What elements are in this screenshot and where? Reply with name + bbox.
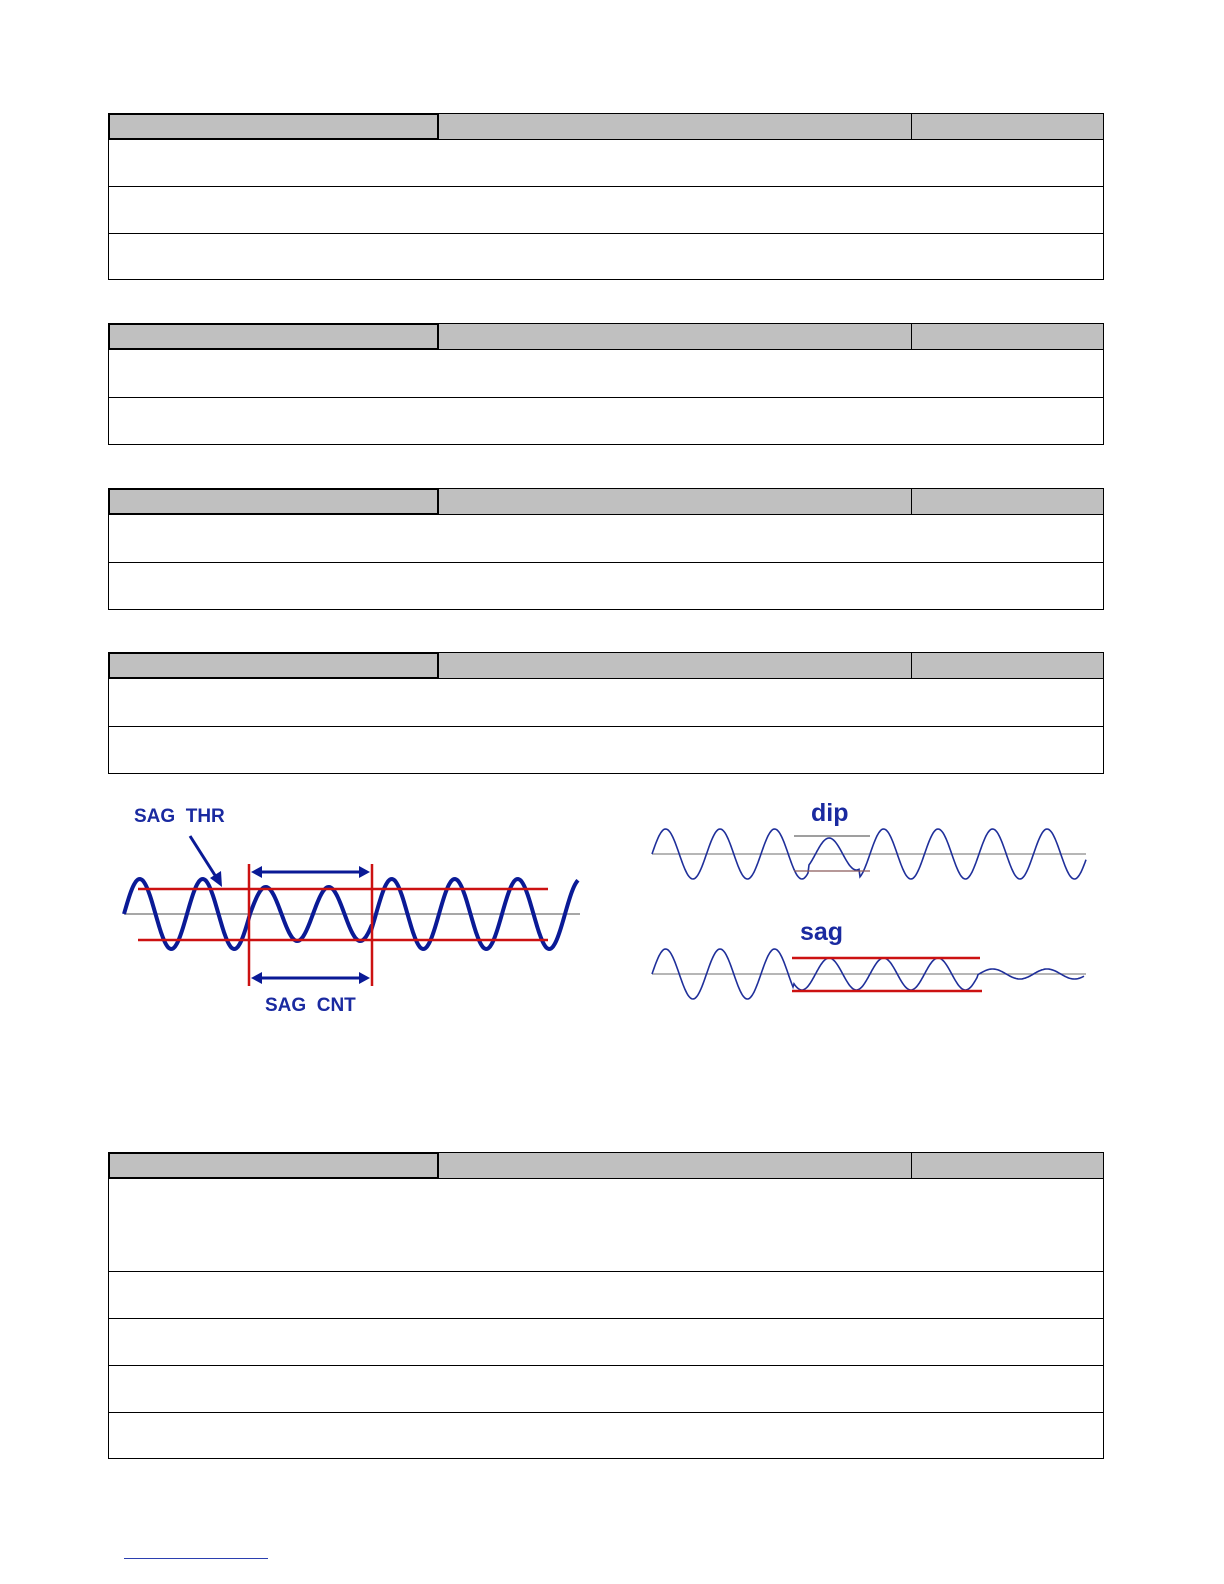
sag-threshold-label: SAG THR: [134, 806, 225, 827]
table-5: [108, 1152, 1104, 1459]
sag-threshold-figure: [118, 798, 588, 1028]
table-row: [109, 563, 1103, 609]
header-cell-1: [108, 652, 439, 679]
table-row: [109, 515, 1103, 563]
table-row: [109, 398, 1103, 444]
table-row: [109, 187, 1103, 234]
table-row: [109, 140, 1103, 187]
header-cell-1: [108, 1152, 439, 1179]
header-cell-1: [108, 113, 439, 140]
table-row: [109, 679, 1103, 727]
header-cell-2: [439, 1153, 912, 1178]
header-cell-3: [912, 489, 1103, 514]
duration-arrow-top: [251, 866, 370, 878]
table-header: [109, 489, 1103, 515]
table-1: [108, 113, 1104, 280]
dip-sag-diagram: [648, 798, 1092, 1010]
duration-arrow-bottom: [251, 972, 370, 984]
header-cell-3: [912, 324, 1103, 349]
sag-count-label: SAG CNT: [265, 995, 356, 1016]
table-row: [109, 1413, 1103, 1458]
sag-threshold-diagram: [118, 798, 588, 1028]
header-cell-2: [439, 489, 912, 514]
table-3: [108, 488, 1104, 610]
dip-sag-figure: [648, 798, 1092, 1010]
table-row: [109, 1366, 1103, 1413]
header-cell-1: [108, 488, 439, 515]
header-cell-3: [912, 114, 1103, 139]
header-cell-2: [439, 114, 912, 139]
header-cell-2: [439, 653, 912, 678]
table-row: [109, 727, 1103, 773]
table-row: [109, 234, 1103, 279]
dip-label: dip: [811, 799, 849, 827]
header-cell-3: [912, 1153, 1103, 1178]
table-header: [109, 114, 1103, 140]
table-header: [109, 653, 1103, 679]
table-2: [108, 323, 1104, 445]
sag-label: sag: [800, 918, 844, 946]
table-header: [109, 1153, 1103, 1179]
table-header: [109, 324, 1103, 350]
table-row: [109, 1179, 1103, 1272]
header-cell-2: [439, 324, 912, 349]
table-4: [108, 652, 1104, 774]
table-row: [109, 350, 1103, 398]
header-cell-1: [108, 323, 439, 350]
footnote-separator: [124, 1558, 268, 1559]
table-row: [109, 1319, 1103, 1366]
header-cell-3: [912, 653, 1103, 678]
table-row: [109, 1272, 1103, 1319]
